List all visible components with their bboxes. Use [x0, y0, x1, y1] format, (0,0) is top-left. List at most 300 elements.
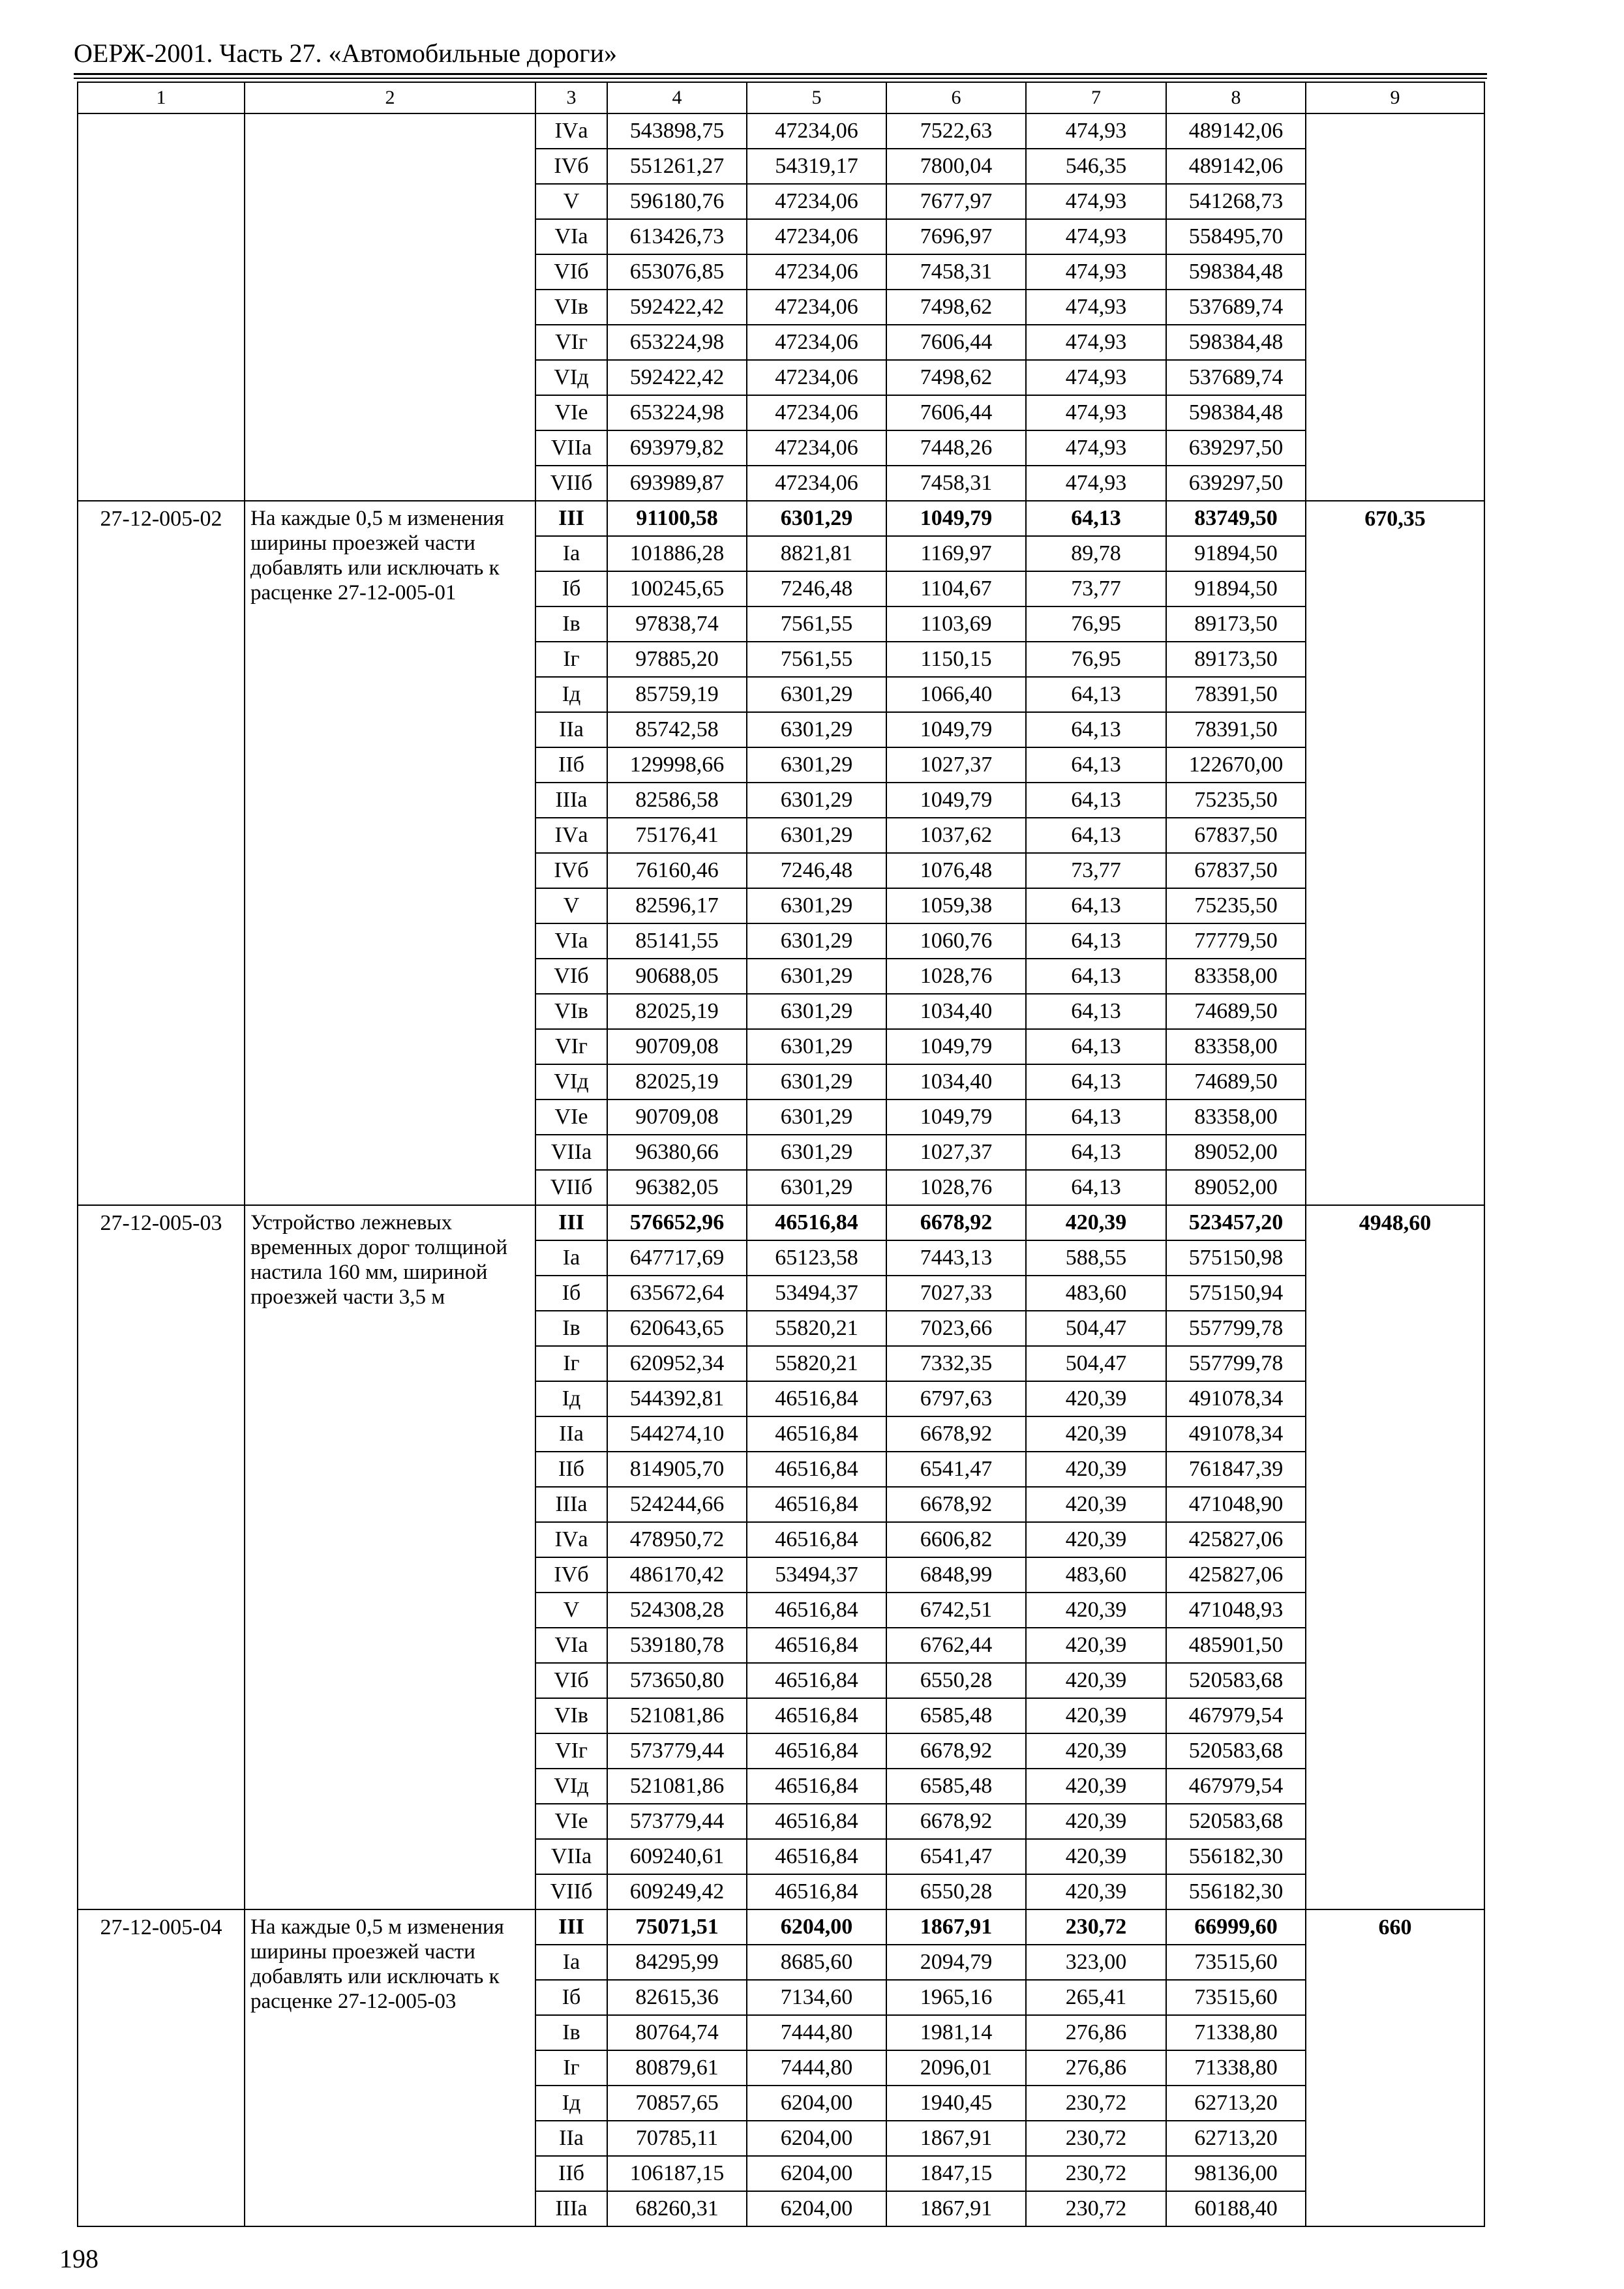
operator-wage-cell: 420,39: [1026, 1381, 1166, 1416]
column-number-row: [78, 82, 1484, 113]
zone-cell: VIг: [535, 1029, 607, 1064]
zone-cell: Iг: [535, 1346, 607, 1381]
operator-wage-cell: 474,93: [1026, 430, 1166, 466]
wage-cell: 7444,80: [747, 2015, 886, 2050]
zone-cell: VIд: [535, 1064, 607, 1100]
zone-cell: V: [535, 184, 607, 219]
machine-cell: 1027,37: [886, 747, 1026, 783]
machine-cell: 2096,01: [886, 2050, 1026, 2086]
zone-cell: Iб: [535, 1980, 607, 2015]
wage-cell: 46516,84: [747, 1452, 886, 1487]
total-cost-cell: 573779,44: [607, 1804, 747, 1839]
wage-cell: 6301,29: [747, 888, 886, 923]
total-cost-cell: 76160,46: [607, 853, 747, 888]
material-cell: 556182,30: [1166, 1874, 1306, 1909]
wage-cell: 6301,29: [747, 1064, 886, 1100]
wage-cell: 6301,29: [747, 712, 886, 747]
zone-cell: Iг: [535, 2050, 607, 2086]
operator-wage-cell: 89,78: [1026, 536, 1166, 571]
total-cost-cell: 653224,98: [607, 325, 747, 360]
operator-wage-cell: 64,13: [1026, 994, 1166, 1029]
material-cell: 89173,50: [1166, 642, 1306, 677]
operator-wage-cell: 420,39: [1026, 1698, 1166, 1733]
zone-cell: VIв: [535, 1698, 607, 1733]
machine-cell: 6742,51: [886, 1593, 1026, 1628]
machine-cell: 6678,92: [886, 1487, 1026, 1522]
operator-wage-cell: 474,93: [1026, 466, 1166, 501]
machine-cell: 1940,45: [886, 2086, 1026, 2121]
zone-cell: IIб: [535, 2156, 607, 2191]
machine-cell: 1034,40: [886, 994, 1026, 1029]
machine-cell: 1867,91: [886, 2191, 1026, 2226]
machine-cell: 1847,15: [886, 2156, 1026, 2191]
operator-wage-cell: 76,95: [1026, 642, 1166, 677]
total-cost-cell: 85759,19: [607, 677, 747, 712]
total-cost-cell: 100245,65: [607, 571, 747, 606]
wage-cell: 47234,06: [747, 360, 886, 395]
zone-cell: IVа: [535, 818, 607, 853]
machine-cell: 1027,37: [886, 1135, 1026, 1170]
wage-cell: 6301,29: [747, 1170, 886, 1205]
operator-wage-cell: 64,13: [1026, 959, 1166, 994]
material-cell: 62713,20: [1166, 2121, 1306, 2156]
total-cost-cell: 647717,69: [607, 1240, 747, 1276]
zone-cell: VIд: [535, 1769, 607, 1804]
total-cost-cell: 82615,36: [607, 1980, 747, 2015]
zone-cell: IVа: [535, 1522, 607, 1557]
zone-cell: VIIа: [535, 1135, 607, 1170]
total-cost-cell: 80764,74: [607, 2015, 747, 2050]
wage-cell: 7246,48: [747, 571, 886, 606]
machine-cell: 1049,79: [886, 1100, 1026, 1135]
total-cost-cell: 524308,28: [607, 1593, 747, 1628]
total-cost-cell: 97885,20: [607, 642, 747, 677]
zone-cell: Iа: [535, 1240, 607, 1276]
machine-cell: 7696,97: [886, 219, 1026, 254]
machine-cell: 7458,31: [886, 254, 1026, 290]
operator-wage-cell: 64,13: [1026, 747, 1166, 783]
operator-wage-cell: 73,77: [1026, 853, 1166, 888]
total-cost-cell: 543898,75: [607, 113, 747, 149]
material-cell: 91894,50: [1166, 571, 1306, 606]
total-cost-cell: 80879,61: [607, 2050, 747, 2086]
material-cell: 485901,50: [1166, 1628, 1306, 1663]
wage-cell: 7561,55: [747, 642, 886, 677]
zone-cell: VIIб: [535, 1874, 607, 1909]
material-cell: 78391,50: [1166, 712, 1306, 747]
operator-wage-cell: 588,55: [1026, 1240, 1166, 1276]
total-cost-cell: 544274,10: [607, 1416, 747, 1452]
machine-cell: 6550,28: [886, 1874, 1026, 1909]
labor-total: 670,35: [1306, 501, 1484, 1205]
wage-cell: 65123,58: [747, 1240, 886, 1276]
zone-cell: IIб: [535, 1452, 607, 1487]
machine-cell: 7522,63: [886, 113, 1026, 149]
operator-wage-cell: 420,39: [1026, 1663, 1166, 1698]
total-cost-cell: 573650,80: [607, 1663, 747, 1698]
zone-cell: VIг: [535, 325, 607, 360]
operator-wage-cell: 420,39: [1026, 1487, 1166, 1522]
machine-cell: 1049,79: [886, 1029, 1026, 1064]
machine-cell: 1060,76: [886, 923, 1026, 959]
total-cost-cell: 613426,73: [607, 219, 747, 254]
zone-cell: Iв: [535, 1311, 607, 1346]
column-number: 7: [1026, 82, 1166, 113]
operator-wage-cell: 474,93: [1026, 325, 1166, 360]
total-cost-cell: 539180,78: [607, 1628, 747, 1663]
zone-cell: VIIб: [535, 1170, 607, 1205]
total-cost-cell: 814905,70: [607, 1452, 747, 1487]
zone-cell: VIIб: [535, 466, 607, 501]
material-cell: 425827,06: [1166, 1522, 1306, 1557]
operator-wage-cell: 546,35: [1026, 149, 1166, 184]
total-cost-cell: 82586,58: [607, 783, 747, 818]
machine-cell: 6541,47: [886, 1839, 1026, 1874]
machine-cell: 6762,44: [886, 1628, 1026, 1663]
total-cost-cell: 478950,72: [607, 1522, 747, 1557]
zone-cell: VIв: [535, 290, 607, 325]
machine-cell: 6606,82: [886, 1522, 1026, 1557]
material-cell: 489142,06: [1166, 113, 1306, 149]
total-cost-cell: 524244,66: [607, 1487, 747, 1522]
operator-wage-cell: 420,39: [1026, 1522, 1166, 1557]
operator-wage-cell: 420,39: [1026, 1733, 1166, 1769]
zone-cell: IIа: [535, 1416, 607, 1452]
wage-cell: 6301,29: [747, 994, 886, 1029]
total-cost-cell: 592422,42: [607, 360, 747, 395]
operator-wage-cell: 420,39: [1026, 1874, 1166, 1909]
machine-cell: 6585,48: [886, 1769, 1026, 1804]
wage-cell: 46516,84: [747, 1593, 886, 1628]
material-cell: 73515,60: [1166, 1980, 1306, 2015]
operator-wage-cell: 474,93: [1026, 395, 1166, 430]
operator-wage-cell: 230,72: [1026, 2156, 1166, 2191]
total-cost-cell: 596180,76: [607, 184, 747, 219]
zone-cell: IVб: [535, 149, 607, 184]
total-cost-cell: 91100,58: [607, 501, 747, 536]
wage-cell: 46516,84: [747, 1698, 886, 1733]
page-header-title: ОЕРЖ-2001. Часть 27. «Автомобильные дороги»: [74, 38, 617, 68]
machine-cell: 7027,33: [886, 1276, 1026, 1311]
machine-cell: 1103,69: [886, 606, 1026, 642]
machine-cell: 6585,48: [886, 1698, 1026, 1733]
wage-cell: 6301,29: [747, 501, 886, 536]
material-cell: 83749,50: [1166, 501, 1306, 536]
material-cell: 73515,60: [1166, 1945, 1306, 1980]
wage-cell: 46516,84: [747, 1769, 886, 1804]
machine-cell: 1049,79: [886, 712, 1026, 747]
machine-cell: 6848,99: [886, 1557, 1026, 1593]
material-cell: 471048,90: [1166, 1487, 1306, 1522]
rate-code: 27-12-005-02: [78, 501, 245, 1205]
operator-wage-cell: 64,13: [1026, 712, 1166, 747]
material-cell: 62713,20: [1166, 2086, 1306, 2121]
zone-cell: IVб: [535, 853, 607, 888]
operator-wage-cell: 474,93: [1026, 113, 1166, 149]
zone-cell: Iа: [535, 536, 607, 571]
total-cost-cell: 129998,66: [607, 747, 747, 783]
operator-wage-cell: 420,39: [1026, 1839, 1166, 1874]
wage-cell: 46516,84: [747, 1522, 886, 1557]
zone-cell: VIа: [535, 219, 607, 254]
material-cell: 67837,50: [1166, 853, 1306, 888]
operator-wage-cell: 64,13: [1026, 818, 1166, 853]
zone-cell: Iв: [535, 2015, 607, 2050]
zone-cell: III: [535, 1205, 607, 1240]
header-rule-thick: [74, 73, 1487, 75]
operator-wage-cell: 420,39: [1026, 1593, 1166, 1628]
zone-cell: VIв: [535, 994, 607, 1029]
material-cell: 557799,78: [1166, 1346, 1306, 1381]
zone-cell: IIIа: [535, 2191, 607, 2226]
operator-wage-cell: 483,60: [1026, 1276, 1166, 1311]
wage-cell: 8821,81: [747, 536, 886, 571]
machine-cell: 7677,97: [886, 184, 1026, 219]
total-cost-cell: 75071,51: [607, 1909, 747, 1945]
labor-total: 4948,60: [1306, 1205, 1484, 1909]
operator-wage-cell: 504,47: [1026, 1346, 1166, 1381]
page-number: 198: [59, 2244, 98, 2273]
wage-cell: 47234,06: [747, 113, 886, 149]
zone-cell: VIе: [535, 1100, 607, 1135]
wage-cell: 6301,29: [747, 1100, 886, 1135]
machine-cell: 1150,15: [886, 642, 1026, 677]
zone-cell: IIб: [535, 747, 607, 783]
total-cost-cell: 620643,65: [607, 1311, 747, 1346]
zone-cell: IIа: [535, 2121, 607, 2156]
operator-wage-cell: 323,00: [1026, 1945, 1166, 1980]
total-cost-cell: 70857,65: [607, 2086, 747, 2121]
wage-cell: 7134,60: [747, 1980, 886, 2015]
material-cell: 83358,00: [1166, 1100, 1306, 1135]
wage-cell: 47234,06: [747, 290, 886, 325]
material-cell: 557799,78: [1166, 1311, 1306, 1346]
operator-wage-cell: 474,93: [1026, 219, 1166, 254]
material-cell: 537689,74: [1166, 360, 1306, 395]
material-cell: 66999,60: [1166, 1909, 1306, 1945]
wage-cell: 47234,06: [747, 254, 886, 290]
machine-cell: 7023,66: [886, 1311, 1026, 1346]
total-cost-cell: 609249,42: [607, 1874, 747, 1909]
operator-wage-cell: 230,72: [1026, 2086, 1166, 2121]
machine-cell: 1169,97: [886, 536, 1026, 571]
material-cell: 761847,39: [1166, 1452, 1306, 1487]
rate-code: 27-12-005-03: [78, 1205, 245, 1909]
wage-cell: 46516,84: [747, 1205, 886, 1240]
total-cost-cell: 620952,34: [607, 1346, 747, 1381]
operator-wage-cell: 64,13: [1026, 1064, 1166, 1100]
machine-cell: 1049,79: [886, 783, 1026, 818]
zone-cell: VIб: [535, 959, 607, 994]
material-cell: 71338,80: [1166, 2015, 1306, 2050]
column-number: 9: [1306, 82, 1484, 113]
machine-cell: 7443,13: [886, 1240, 1026, 1276]
zone-cell: Iб: [535, 571, 607, 606]
material-cell: 91894,50: [1166, 536, 1306, 571]
material-cell: 122670,00: [1166, 747, 1306, 783]
total-cost-cell: 653076,85: [607, 254, 747, 290]
zone-cell: IVб: [535, 1557, 607, 1593]
wage-cell: 8685,60: [747, 1945, 886, 1980]
machine-cell: 7498,62: [886, 290, 1026, 325]
column-number: 5: [747, 82, 886, 113]
total-cost-cell: 85742,58: [607, 712, 747, 747]
operator-wage-cell: 76,95: [1026, 606, 1166, 642]
total-cost-cell: 544392,81: [607, 1381, 747, 1416]
column-number: 2: [245, 82, 535, 113]
material-cell: 89052,00: [1166, 1135, 1306, 1170]
labor-total: [1306, 113, 1484, 501]
rates-table-body: [78, 82, 1484, 2226]
wage-cell: 47234,06: [747, 395, 886, 430]
material-cell: 556182,30: [1166, 1839, 1306, 1874]
zone-cell: VIа: [535, 923, 607, 959]
zone-cell: Iд: [535, 1381, 607, 1416]
machine-cell: 7606,44: [886, 395, 1026, 430]
machine-cell: 6678,92: [886, 1733, 1026, 1769]
total-cost-cell: 693979,82: [607, 430, 747, 466]
material-cell: 71338,80: [1166, 2050, 1306, 2086]
zone-cell: Iд: [535, 2086, 607, 2121]
zone-cell: V: [535, 888, 607, 923]
operator-wage-cell: 276,86: [1026, 2015, 1166, 2050]
zone-cell: IIа: [535, 712, 607, 747]
wage-cell: 47234,06: [747, 184, 886, 219]
total-cost-cell: 82596,17: [607, 888, 747, 923]
wage-cell: 47234,06: [747, 219, 886, 254]
operator-wage-cell: 420,39: [1026, 1628, 1166, 1663]
table-row: [78, 1205, 1484, 1240]
material-cell: 89052,00: [1166, 1170, 1306, 1205]
zone-cell: VIб: [535, 254, 607, 290]
operator-wage-cell: 483,60: [1026, 1557, 1166, 1593]
operator-wage-cell: 64,13: [1026, 501, 1166, 536]
material-cell: 523457,20: [1166, 1205, 1306, 1240]
material-cell: 575150,94: [1166, 1276, 1306, 1311]
wage-cell: 6301,29: [747, 1029, 886, 1064]
material-cell: 575150,98: [1166, 1240, 1306, 1276]
material-cell: 520583,68: [1166, 1733, 1306, 1769]
material-cell: 74689,50: [1166, 994, 1306, 1029]
machine-cell: 7800,04: [886, 149, 1026, 184]
rate-description: [245, 113, 535, 501]
operator-wage-cell: 420,39: [1026, 1205, 1166, 1240]
wage-cell: 53494,37: [747, 1276, 886, 1311]
rate-description: Устройство лежневых временных дорог толщиной настила 160 мм, шириной проезжей части 3,5 м: [245, 1205, 535, 1909]
total-cost-cell: 592422,42: [607, 290, 747, 325]
operator-wage-cell: 230,72: [1026, 1909, 1166, 1945]
total-cost-cell: 101886,28: [607, 536, 747, 571]
wage-cell: 46516,84: [747, 1628, 886, 1663]
total-cost-cell: 486170,42: [607, 1557, 747, 1593]
operator-wage-cell: 420,39: [1026, 1804, 1166, 1839]
material-cell: 598384,48: [1166, 254, 1306, 290]
material-cell: 75235,50: [1166, 783, 1306, 818]
operator-wage-cell: 64,13: [1026, 1170, 1166, 1205]
total-cost-cell: 521081,86: [607, 1698, 747, 1733]
material-cell: 83358,00: [1166, 959, 1306, 994]
zone-cell: VIе: [535, 395, 607, 430]
wage-cell: 6301,29: [747, 747, 886, 783]
operator-wage-cell: 64,13: [1026, 1029, 1166, 1064]
machine-cell: 1037,62: [886, 818, 1026, 853]
machine-cell: 1867,91: [886, 1909, 1026, 1945]
material-cell: 425827,06: [1166, 1557, 1306, 1593]
zone-cell: VIа: [535, 1628, 607, 1663]
wage-cell: 46516,84: [747, 1733, 886, 1769]
column-number: 4: [607, 82, 747, 113]
operator-wage-cell: 64,13: [1026, 888, 1166, 923]
wage-cell: 6301,29: [747, 677, 886, 712]
machine-cell: 1066,40: [886, 677, 1026, 712]
rate-code: 27-12-005-04: [78, 1909, 245, 2226]
table-row: [78, 113, 1484, 149]
zone-cell: Iа: [535, 1945, 607, 1980]
machine-cell: 6541,47: [886, 1452, 1026, 1487]
machine-cell: 1059,38: [886, 888, 1026, 923]
operator-wage-cell: 64,13: [1026, 1135, 1166, 1170]
rate-description: На каждые 0,5 м изменения ширины проезжей части добавлять или исключать к расценке 27-12-005-01: [245, 501, 535, 1205]
material-cell: 537689,74: [1166, 290, 1306, 325]
operator-wage-cell: 64,13: [1026, 923, 1166, 959]
machine-cell: 1028,76: [886, 959, 1026, 994]
material-cell: 89173,50: [1166, 606, 1306, 642]
operator-wage-cell: 474,93: [1026, 290, 1166, 325]
total-cost-cell: 70785,11: [607, 2121, 747, 2156]
total-cost-cell: 82025,19: [607, 1064, 747, 1100]
wage-cell: 46516,84: [747, 1381, 886, 1416]
machine-cell: 1076,48: [886, 853, 1026, 888]
machine-cell: 6678,92: [886, 1416, 1026, 1452]
machine-cell: 7606,44: [886, 325, 1026, 360]
total-cost-cell: 75176,41: [607, 818, 747, 853]
operator-wage-cell: 420,39: [1026, 1769, 1166, 1804]
total-cost-cell: 90688,05: [607, 959, 747, 994]
wage-cell: 47234,06: [747, 325, 886, 360]
material-cell: 520583,68: [1166, 1663, 1306, 1698]
wage-cell: 46516,84: [747, 1416, 886, 1452]
zone-cell: VIе: [535, 1804, 607, 1839]
wage-cell: 6301,29: [747, 1135, 886, 1170]
wage-cell: 46516,84: [747, 1663, 886, 1698]
material-cell: 489142,06: [1166, 149, 1306, 184]
machine-cell: 7448,26: [886, 430, 1026, 466]
operator-wage-cell: 64,13: [1026, 677, 1166, 712]
machine-cell: 1034,40: [886, 1064, 1026, 1100]
wage-cell: 6204,00: [747, 2191, 886, 2226]
wage-cell: 6301,29: [747, 818, 886, 853]
wage-cell: 6301,29: [747, 959, 886, 994]
zone-cell: IVа: [535, 113, 607, 149]
wage-cell: 7246,48: [747, 853, 886, 888]
operator-wage-cell: 64,13: [1026, 783, 1166, 818]
operator-wage-cell: 73,77: [1026, 571, 1166, 606]
total-cost-cell: 85141,55: [607, 923, 747, 959]
wage-cell: 6301,29: [747, 783, 886, 818]
total-cost-cell: 68260,31: [607, 2191, 747, 2226]
operator-wage-cell: 230,72: [1026, 2191, 1166, 2226]
material-cell: 98136,00: [1166, 2156, 1306, 2191]
total-cost-cell: 635672,64: [607, 1276, 747, 1311]
material-cell: 67837,50: [1166, 818, 1306, 853]
rate-description: На каждые 0,5 м изменения ширины проезжей части добавлять или исключать к расценке 27-12-005-03: [245, 1909, 535, 2226]
material-cell: 467979,54: [1166, 1698, 1306, 1733]
material-cell: 491078,34: [1166, 1416, 1306, 1452]
operator-wage-cell: 230,72: [1026, 2121, 1166, 2156]
machine-cell: 7498,62: [886, 360, 1026, 395]
column-number: 3: [535, 82, 607, 113]
operator-wage-cell: 474,93: [1026, 254, 1166, 290]
